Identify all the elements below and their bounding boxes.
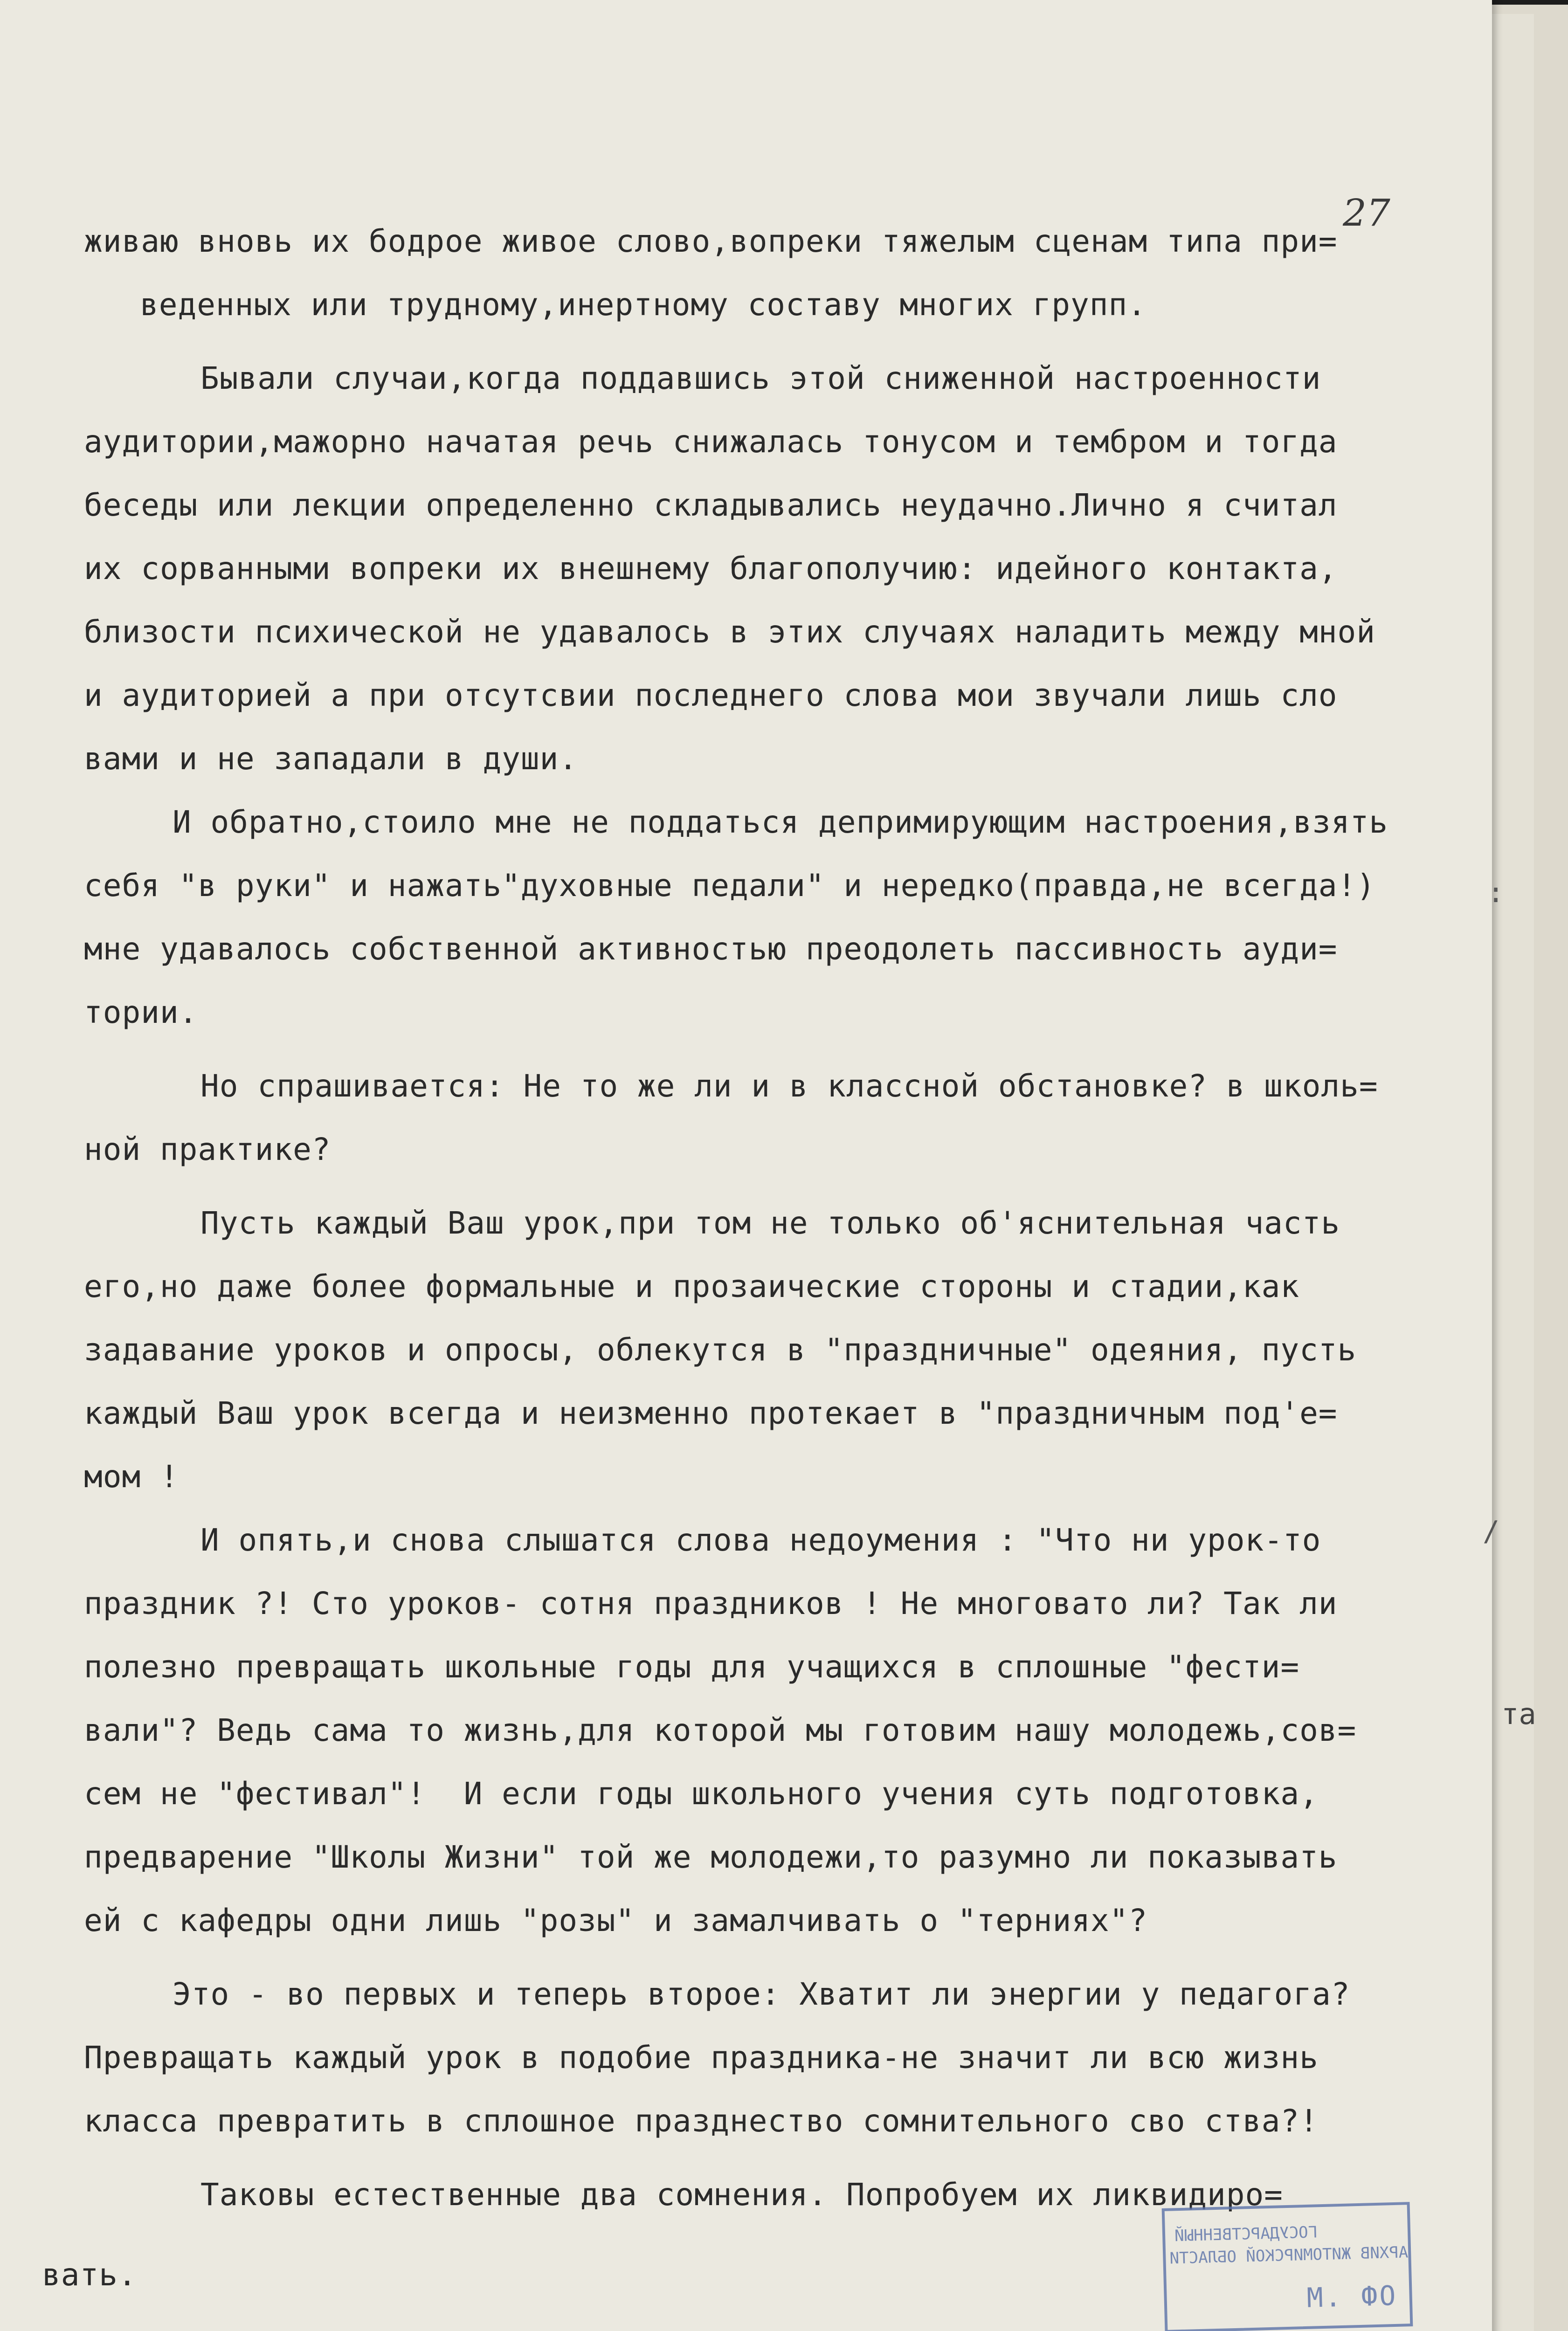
text-line: ей с кафедры одни лишь "розы" и замалчивать о "терниях"?	[84, 1903, 1148, 1938]
text-line: Таковы естественные два сомнения. Попробуем их ликвидиро=	[200, 2177, 1283, 2213]
text-line: живаю вновь их бодрое живое слово,вопреки тяжелым сценам типа при=	[84, 223, 1338, 259]
text-line: Превращать каждый урок в подобие праздника-не значит ли всю жизнь	[84, 2040, 1319, 2076]
text-line: вами и не западали в души.	[84, 741, 578, 777]
margin-dot: :	[1487, 876, 1505, 909]
page-number: 27	[1343, 191, 1390, 234]
text-line: Бывали случаи,когда поддавшись этой сниженной настроенности	[200, 360, 1321, 396]
text-line: праздник ?! Сто уроков- сотня праздников ! Не многовато ли? Так ли	[84, 1586, 1338, 1621]
text-line: полезно превращать школьные годы для учащихся в сплошные "фести=	[84, 1649, 1300, 1685]
text-line: мне удавалось собственной активностью преодолеть пассивность ауди=	[84, 931, 1338, 967]
text-line: беседы или лекции определенно складывались неудачно.Лично я считал	[84, 487, 1338, 523]
text-line: вали"? Ведь сама то жизнь,для которой мы готовим нашу молодежь,сов=	[84, 1712, 1357, 1748]
text-line: каждый Ваш урок всегда и неизменно протекает в "праздничным под'е=	[84, 1395, 1338, 1431]
text-line: и аудиторией а при отсутсвии последнего слова мои звучали лишь сло	[84, 677, 1338, 713]
text-line: веденных или трудному,инертному составу многих групп.	[140, 287, 1147, 323]
text-line: вать.	[42, 2257, 137, 2293]
text-line: задавание уроков и опросы, облекутся в "праздничные" одеяния, пусть	[84, 1332, 1357, 1368]
text-line: И опять,и снова слышатся слова недоумения : "Что ни урок-то	[200, 1522, 1321, 1558]
text-line: сем не "фестивал"! И если годы школьного учения суть подготовка,	[84, 1776, 1319, 1812]
text-line: аудитории,мажорно начатая речь снижалась тонусом и тембром и тогда	[84, 424, 1338, 460]
text-line: И обратно,стоило мне не поддаться депримирующим настроения,взять	[173, 804, 1388, 840]
text-line: Но спрашивается: Не то же ли и в классной обстановке? в школь=	[200, 1068, 1378, 1104]
stamp-code: М. ФО	[1306, 2279, 1398, 2314]
text-line: Пусть каждый Ваш урок,при том не только об'яснительная часть	[200, 1205, 1340, 1241]
text-line: класса превратить в сплошное празднество сомнительного сво ства?!	[84, 2103, 1319, 2139]
stamp-line: АРХИВ ЖИТОМИРСКОЙ ОБЛАСТИ	[1169, 2243, 1409, 2268]
text-line: мом !	[84, 1459, 179, 1495]
stamp-line: ГОСУДАРСТВЕННЫЙ	[1174, 2223, 1318, 2246]
text-line: его,но даже более формальные и прозаические стороны и стадии,как	[84, 1269, 1300, 1304]
text-line: тории.	[84, 994, 198, 1030]
text-line: ной практике?	[84, 1131, 331, 1167]
margin-text-fragment: та	[1501, 1697, 1536, 1731]
text-line: близости психической не удавалось в этих случаях наладить между мной	[84, 614, 1376, 650]
margin-tick: /	[1483, 1515, 1500, 1548]
archive-stamp	[1162, 2202, 1413, 2331]
text-line: себя "в руки" и нажать"духовные педали" и нередко(правда,не всегда!)	[84, 868, 1376, 903]
text-line: предварение "Школы Жизни" той же молодежи,то разумно ли показывать	[84, 1839, 1338, 1875]
text-line: Это - во первых и теперь второе: Хватит ли энергии у педагога?	[173, 1976, 1350, 2012]
typewritten-text	[42, 210, 1464, 2307]
text-line: их сорванными вопреки их внешнему благополучию: идейного контакта,	[84, 551, 1338, 586]
